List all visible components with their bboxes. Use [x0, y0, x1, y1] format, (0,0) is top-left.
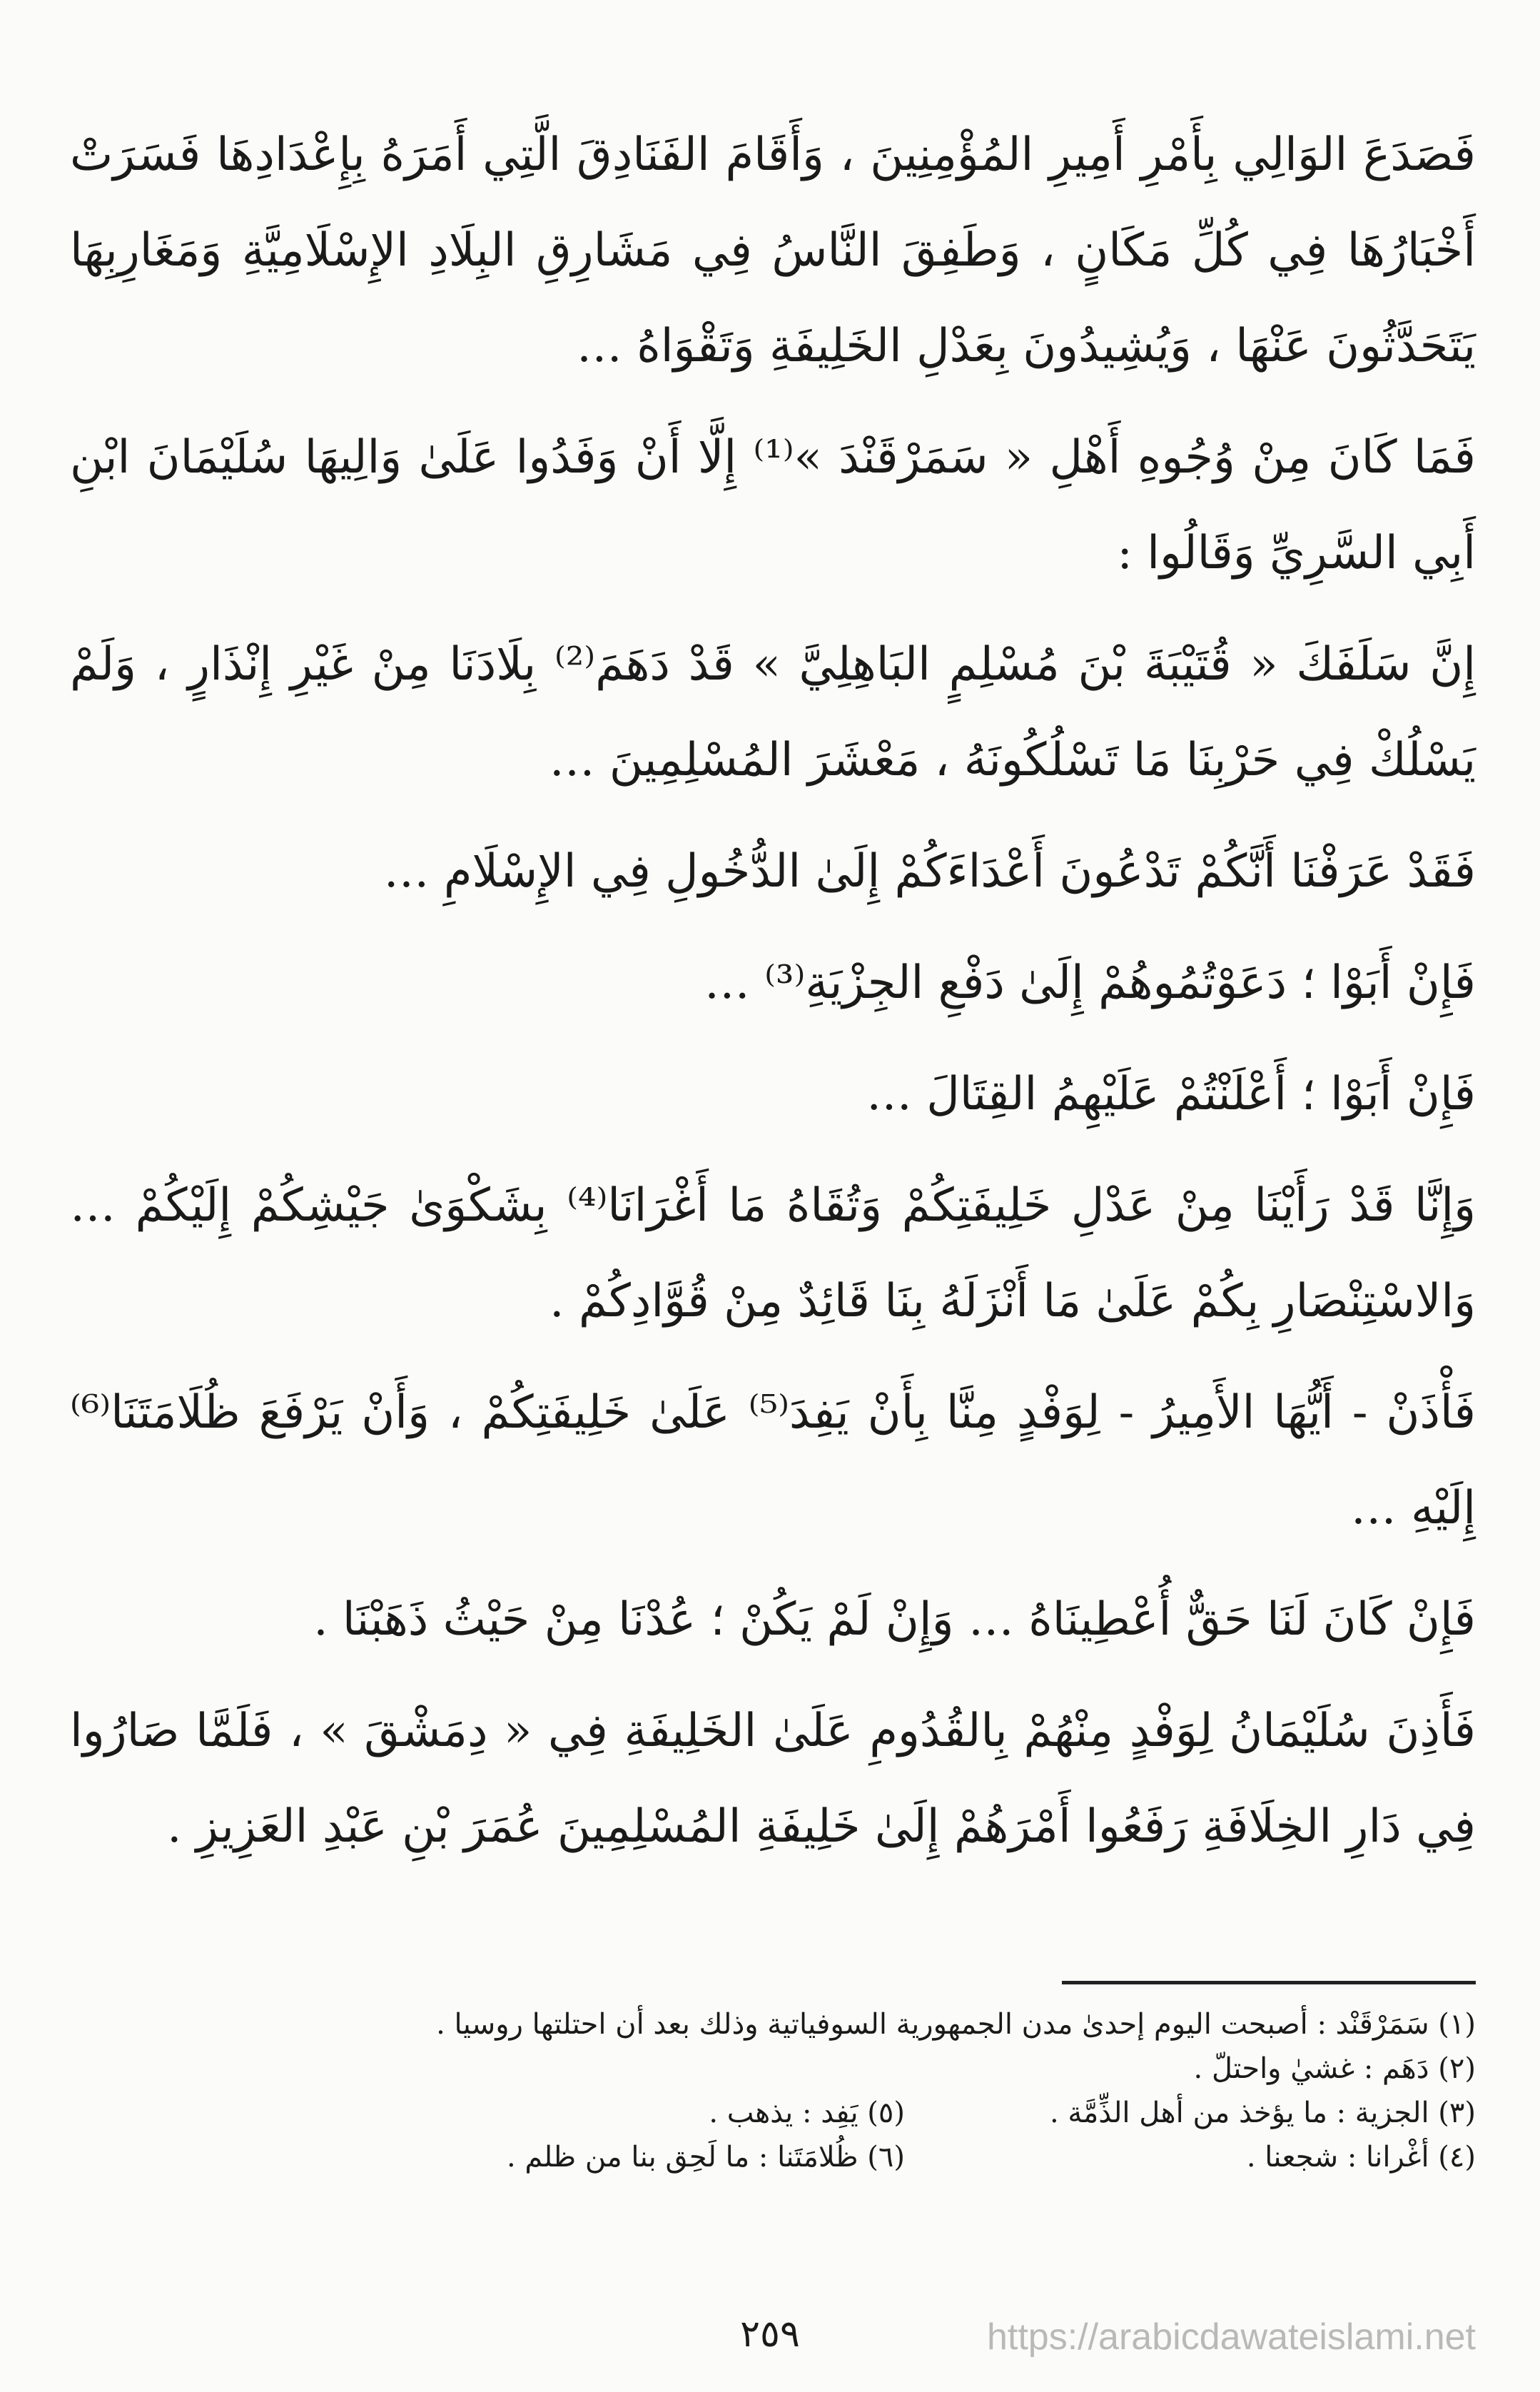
footnote-divider: [1062, 1981, 1476, 1984]
paragraph-4: فَقَدْ عَرَفْنَا أَنَّكُمْ تَدْعُونَ أَعْدَاءَكُمْ إِلَىٰ الدُّخُولِ فِي الإِسْلَامِ …: [383, 845, 1476, 898]
paragraph-3: إِنَّ سَلَفَكَ « قُتَيْبَةَ بْنَ مُسْلِمٍ البَاهِلِيَّ » قَدْ دَهَمَ⁽²⁾ بِلَادَنَا مِنْ غَيْرِ إِنْذَارٍ ، وَلَمْ يَسْلُكْ فِي حَرْبِنَا مَا تَسْلُكُونَهُ ، مَعْشَرَ المُسْلِمِينَ …: [70, 638, 1476, 787]
footnotes: [70, 2002, 1476, 2179]
paragraph-10: فَأَذِنَ سُلَيْمَانُ لِوَفْدٍ مِنْهُمْ بِالقُدُومِ عَلَىٰ الخَلِيفَةِ فِي « دِمَشْقَ » ، فَلَمَّا صَارُوا فِي دَارِ الخِلَافَةِ رَفَعُوا أَمْرَهُمْ إِلَىٰ خَلِيفَةِ المُسْلِمِينَ عُمَرَ بْنِ عَبْدِ العَزِيزِ .: [70, 1705, 1476, 1853]
footnote-2: (٢) دَهَم : غشيٰ واحتلّ .: [1193, 2052, 1476, 2085]
watermark-url: https://arabicdawateislami.net: [986, 2316, 1476, 2358]
paragraph-9: فَإِنْ كَانَ لَنَا حَقٌّ أُعْطِينَاهُ … وَإِنْ لَمْ يَكُنْ ؛ عُدْنَا مِنْ حَيْثُ ذَهَبْنَا .: [313, 1593, 1476, 1646]
footnote-4: (٤) أغْرانا : شجعنا .: [1246, 2141, 1476, 2174]
footnote-row: [70, 2135, 1476, 2179]
footnote-row: [70, 2091, 1476, 2135]
footnote-6: (٦) ظُلامَتَنا : ما لَحِق بنا من ظلم .: [506, 2141, 905, 2174]
footnote-5: (٥) يَفِد : يذهب .: [709, 2096, 905, 2129]
main-text: [70, 107, 1476, 1890]
paragraph-7: وَإِنَّا قَدْ رَأَيْنَا مِنْ عَدْلِ خَلِيفَتِكُمْ وَتُقَاهُ مَا أَغْرَانَا⁽⁴⁾ بِشَكْوَىٰ جَيْشِكُمْ إِلَيْكُمْ … وَالاسْتِنْصَارِ بِكُمْ عَلَىٰ مَا أَنْزَلَهُ بِنَا قَائِدٌ مِنْ قُوَّادِكُمْ .: [70, 1179, 1476, 1328]
paragraph-6: فَإِنْ أَبَوْا ؛ أَعْلَنْتُمْ عَلَيْهِمُ القِتَالَ …: [866, 1068, 1476, 1121]
footnote-3: (٣) الجزية : ما يؤخذ من أهل الذِّمَّة .: [1049, 2096, 1476, 2129]
paragraph-8: فَأْذَنْ - أَيُّهَا الأَمِيرُ - لِوَفْدٍ مِنَّا بِأَنْ يَفِدَ⁽⁵⁾ عَلَىٰ خَلِيفَتِكُمْ ، وَأَنْ يَرْفَعَ ظُلَامَتَنَا⁽⁶⁾ إِلَيْهِ …: [70, 1386, 1476, 1535]
paragraph-1: فَصَدَعَ الوَالِي بِأَمْرِ أَمِيرِ المُؤْمِنِينَ ، وَأَقَامَ الفَنَادِقَ الَّتِي أَمَرَهُ بِإِعْدَادِهَا فَسَرَتْ أَخْبَارُهَا فِي كُلِّ مَكَانٍ ، وَطَفِقَ النَّاسُ فِي مَشَارِقِ البِلَادِ الإِسْلَامِيَّةِ وَمَغَارِبِهَا يَتَحَدَّثُونَ عَنْهَا ، وَيُشِيدُونَ بِعَدْلِ الخَلِيفَةِ وَتَقْوَاهُ …: [70, 128, 1476, 373]
footnote-1: (١) سَمَرْقَنْد : أصبحت اليوم إحدىٰ مدن الجمهورية السوفياتية وذلك بعد أن احتلتها روسيا .: [436, 2008, 1476, 2041]
paragraph-2: فَمَا كَانَ مِنْ وُجُوهِ أَهْلِ « سَمَرْقَنْدَ »⁽¹⁾ إِلَّا أَنْ وَفَدُوا عَلَىٰ وَالِيهَا سُلَيْمَانَ ابْنِ أَبِي السَّرِيِّ وَقَالُوا :: [70, 431, 1476, 580]
page-number: ٢٥٩: [740, 2313, 800, 2356]
paragraph-5: فَإِنْ أَبَوْا ؛ دَعَوْتُمُوهُمْ إِلَىٰ دَفْعِ الجِزْيَةِ⁽³⁾ …: [704, 957, 1476, 1009]
